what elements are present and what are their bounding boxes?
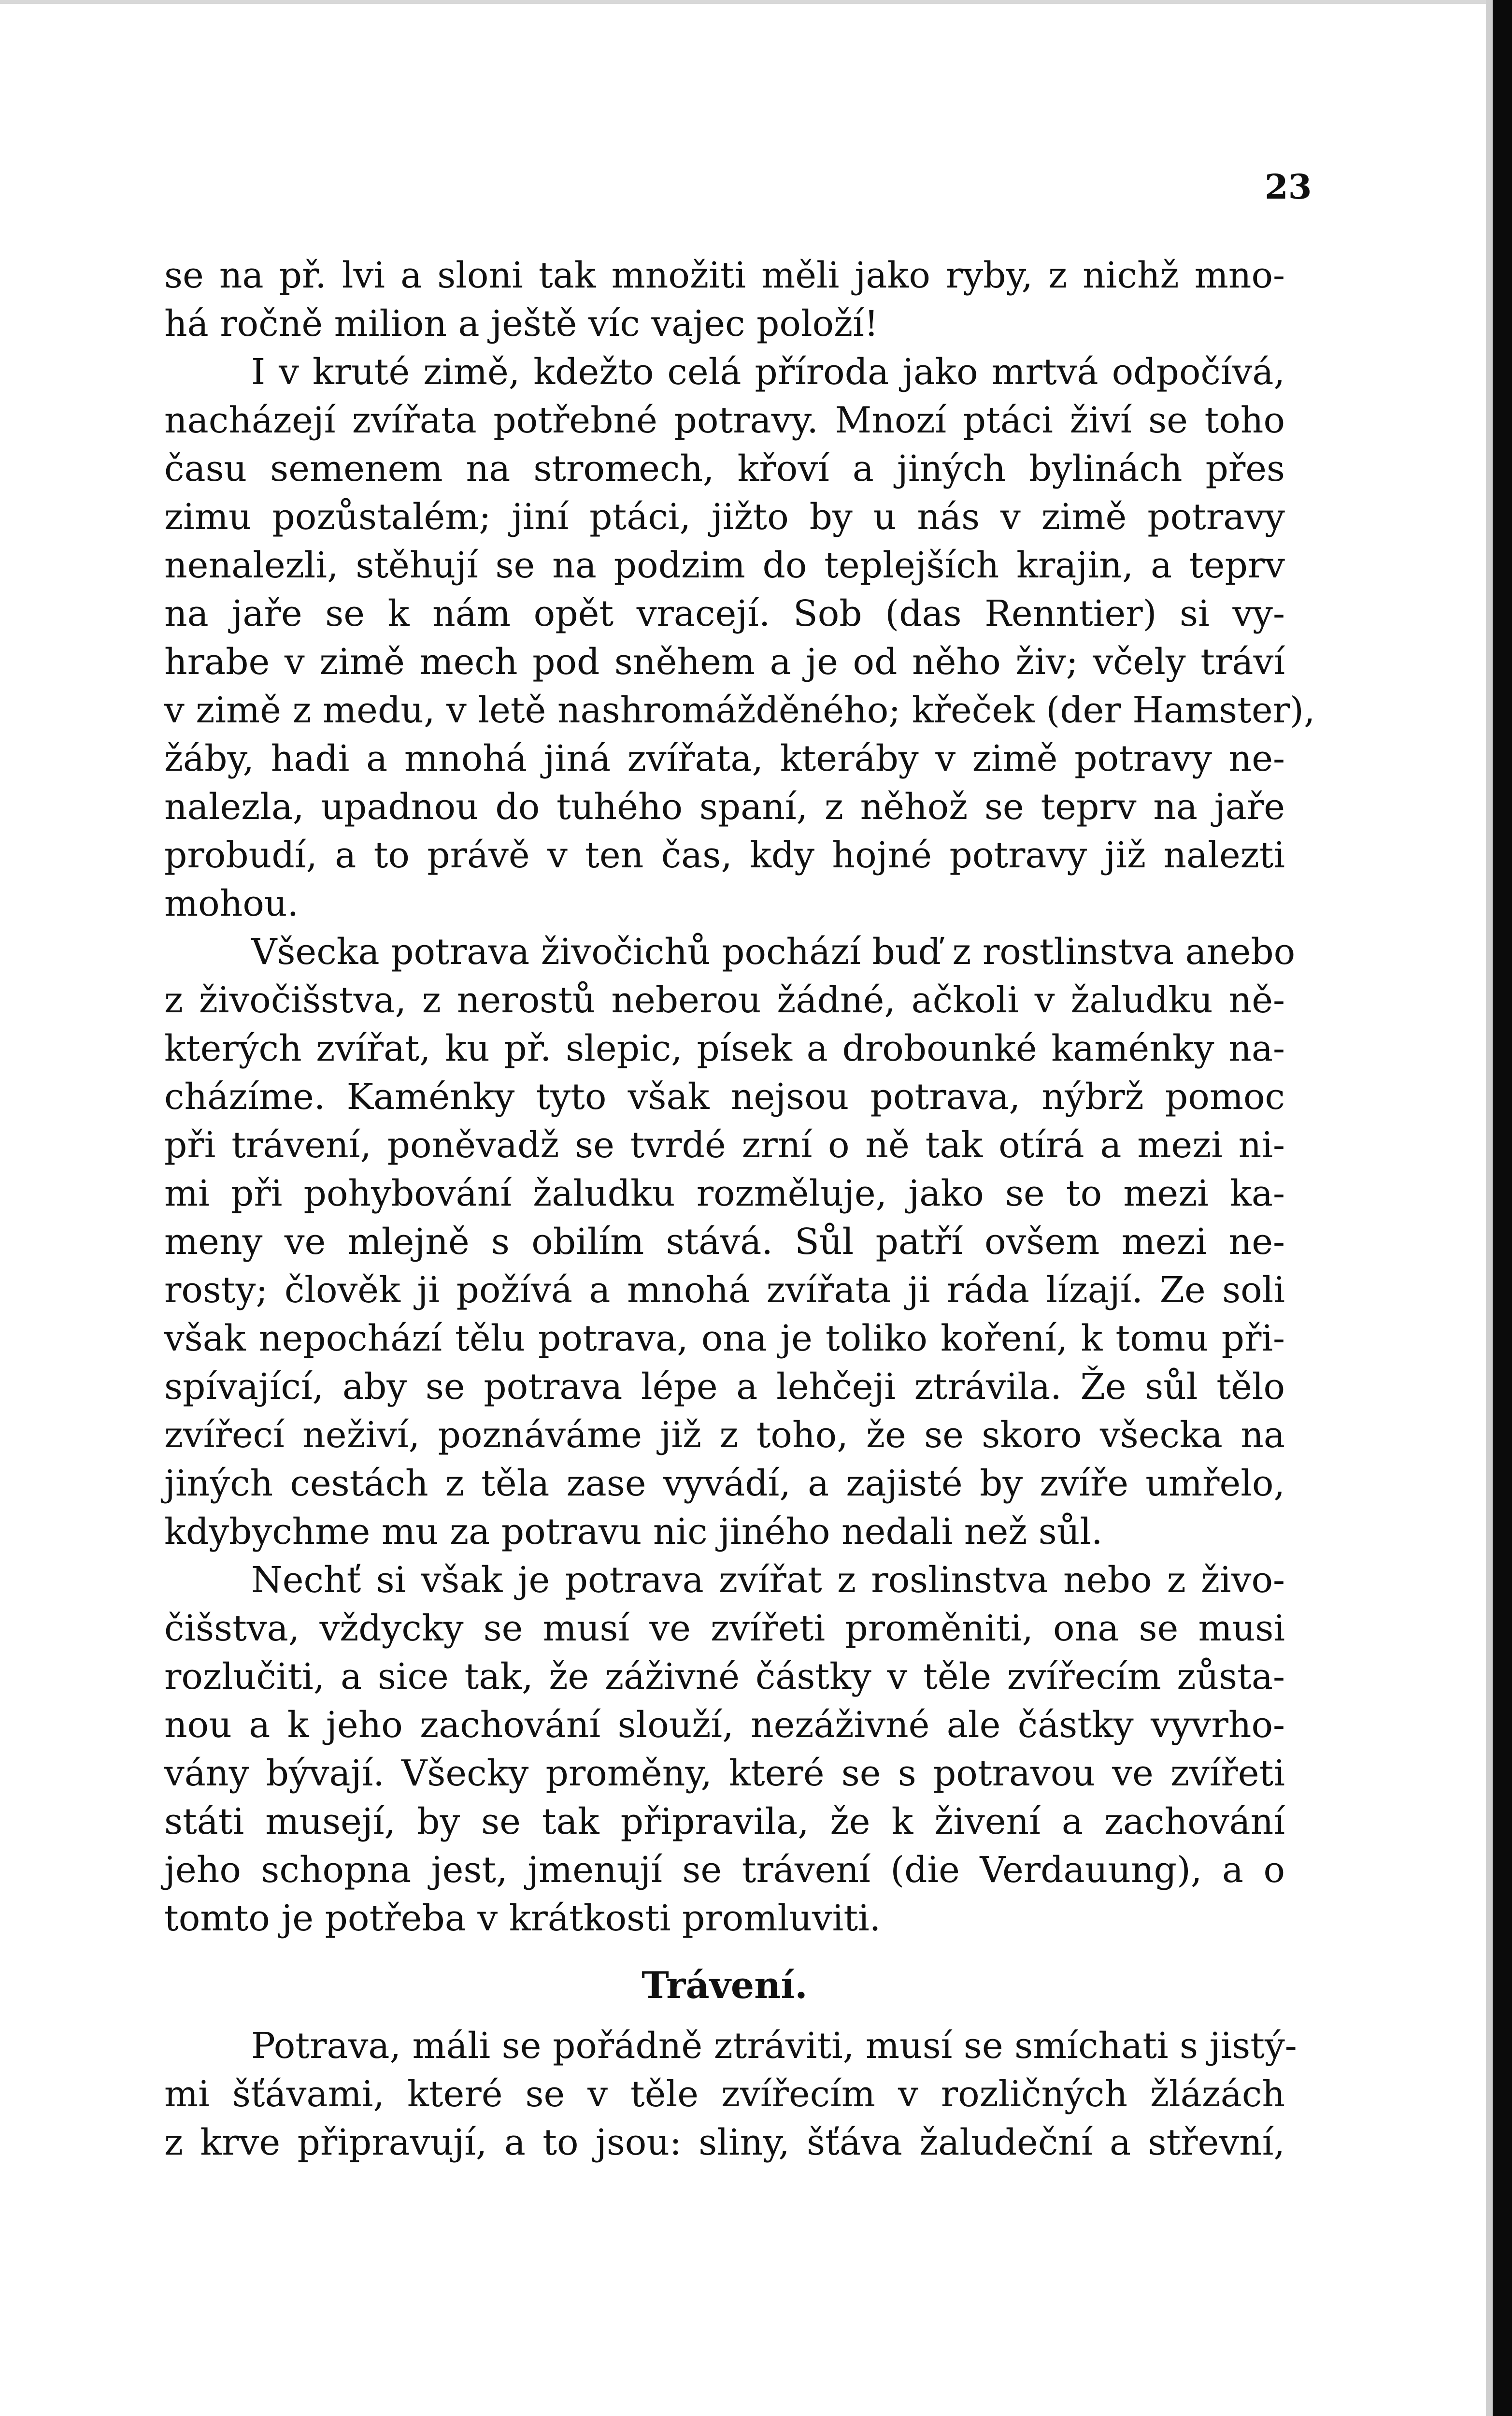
text-line: nalezla, upadnou do tuhého spaní, z něhož se teprv na jaře [164, 786, 1285, 828]
text-line: žáby, hadi a mnohá jiná zvířata, kteráby v zimě potravy ne- [164, 738, 1285, 779]
text-line: Nechť si však je potrava zvířat z roslinstva nebo z živo- [251, 1559, 1285, 1601]
text-line: cházíme. Kaménky tyto však nejsou potrava, nýbrž pomoc [164, 1076, 1285, 1118]
text-line: státi musejí, by se tak připravila, že k živení a zachování [164, 1801, 1285, 1842]
text-line: rozlučiti, a sice tak, že záživné částky v těle zvířecím zůsta- [164, 1656, 1285, 1697]
text-line: mi šťávami, které se v těle zvířecím v rozličných žlázách [164, 2073, 1285, 2115]
text-line: nacházejí zvířata potřebné potravy. Mnozí ptáci živí se toho [164, 400, 1285, 441]
text-line: rosty; člověk ji požívá a mnohá zvířata ji ráda lízají. Ze soli [164, 1269, 1285, 1311]
page-top-edge [0, 0, 1512, 4]
text-line: jiných cestách z těla zase vyvádí, a zajisté by zvíře umřelo, [164, 1463, 1285, 1504]
text-line: mi při pohybování žaludku rozměluje, jako se to mezi ka- [164, 1173, 1285, 1214]
text-line: hrabe v zimě mech pod sněhem a je od něho živ; včely tráví [164, 641, 1285, 683]
text-line: v zimě z medu, v letě nashromážděného; křeček (der Hamster), [164, 690, 1315, 731]
text-line: zimu pozůstalém; jiní ptáci, jižto by u nás v zimě potravy [164, 496, 1285, 538]
text-line: z krve připravují, a to jsou: sliny, šťáva žaludeční a střevní, [164, 2122, 1285, 2163]
text-line: na jaře se k nám opět vracejí. Sob (das Renntier) si vy- [164, 593, 1285, 634]
scan-border-right [1493, 0, 1512, 2416]
page-edge-shadow [1486, 0, 1493, 2416]
text-line: čišstva, vždycky se musí ve zvířeti proměniti, ona se musi [164, 1608, 1285, 1649]
text-line: však nepochází tělu potrava, ona je toliko koření, k tomu při- [164, 1318, 1285, 1359]
text-line: nou a k jeho zachování slouží, nezáživné ale částky vyvrho- [164, 1704, 1285, 1746]
text-line: jeho schopna jest, jmenují se trávení (die Verdauung), a o [164, 1849, 1285, 1891]
page-number: 23 [1265, 167, 1312, 207]
text-line: zvířecí neživí, poznáváme již z toho, že se skoro všecka na [164, 1414, 1285, 1456]
text-line: probudí, a to právě v ten čas, kdy hojné potravy již nalezti [164, 834, 1285, 876]
text-line: se na př. lvi a sloni tak množiti měli jako ryby, z nichž mno- [164, 255, 1285, 296]
text-line: při trávení, poněvadž se tvrdé zrní o ně tak otírá a mezi ni- [164, 1124, 1285, 1166]
text-line: Všecka potrava živočichů pochází buď z rostlinstva anebo [251, 931, 1296, 973]
body-text [164, 251, 1315, 2167]
text-line: vány bývají. Všecky proměny, které se s potravou ve zvířeti [164, 1753, 1285, 1794]
text-line: z živočišstva, z nerostů neberou žádné, ačkoli v žaludku ně- [164, 979, 1285, 1021]
text-line: spívající, aby se potrava lépe a lehčeji ztrávila. Že sůl tělo [164, 1366, 1285, 1408]
text-line: Potrava, máli se pořádně ztráviti, musí se smíchati s jistý- [251, 2025, 1297, 2067]
text-line: I v kruté zimě, kdežto celá příroda jako mrtvá odpočívá, [251, 351, 1285, 393]
text-line: tomto je potřeba v krátkosti promluviti. [164, 1898, 881, 1939]
section-heading: Trávení. [642, 1964, 808, 2007]
text-line: nenalezli, stěhují se na podzim do teplejších krajin, a teprv [164, 545, 1285, 586]
text-line: kterých zvířat, ku př. slepic, písek a drobounké kaménky na- [164, 1028, 1285, 1069]
text-line: času semenem na stromech, křoví a jiných bylinách přes [164, 448, 1285, 489]
text-line: mohou. [164, 883, 299, 924]
text-line: kdybychme mu za potravu nic jiného nedali než sůl. [164, 1511, 1103, 1553]
text-line: há ročně milion a ještě víc vajec položí! [164, 303, 879, 345]
text-line: meny ve mlejně s obilím stává. Sůl patří ovšem mezi ne- [164, 1221, 1285, 1263]
